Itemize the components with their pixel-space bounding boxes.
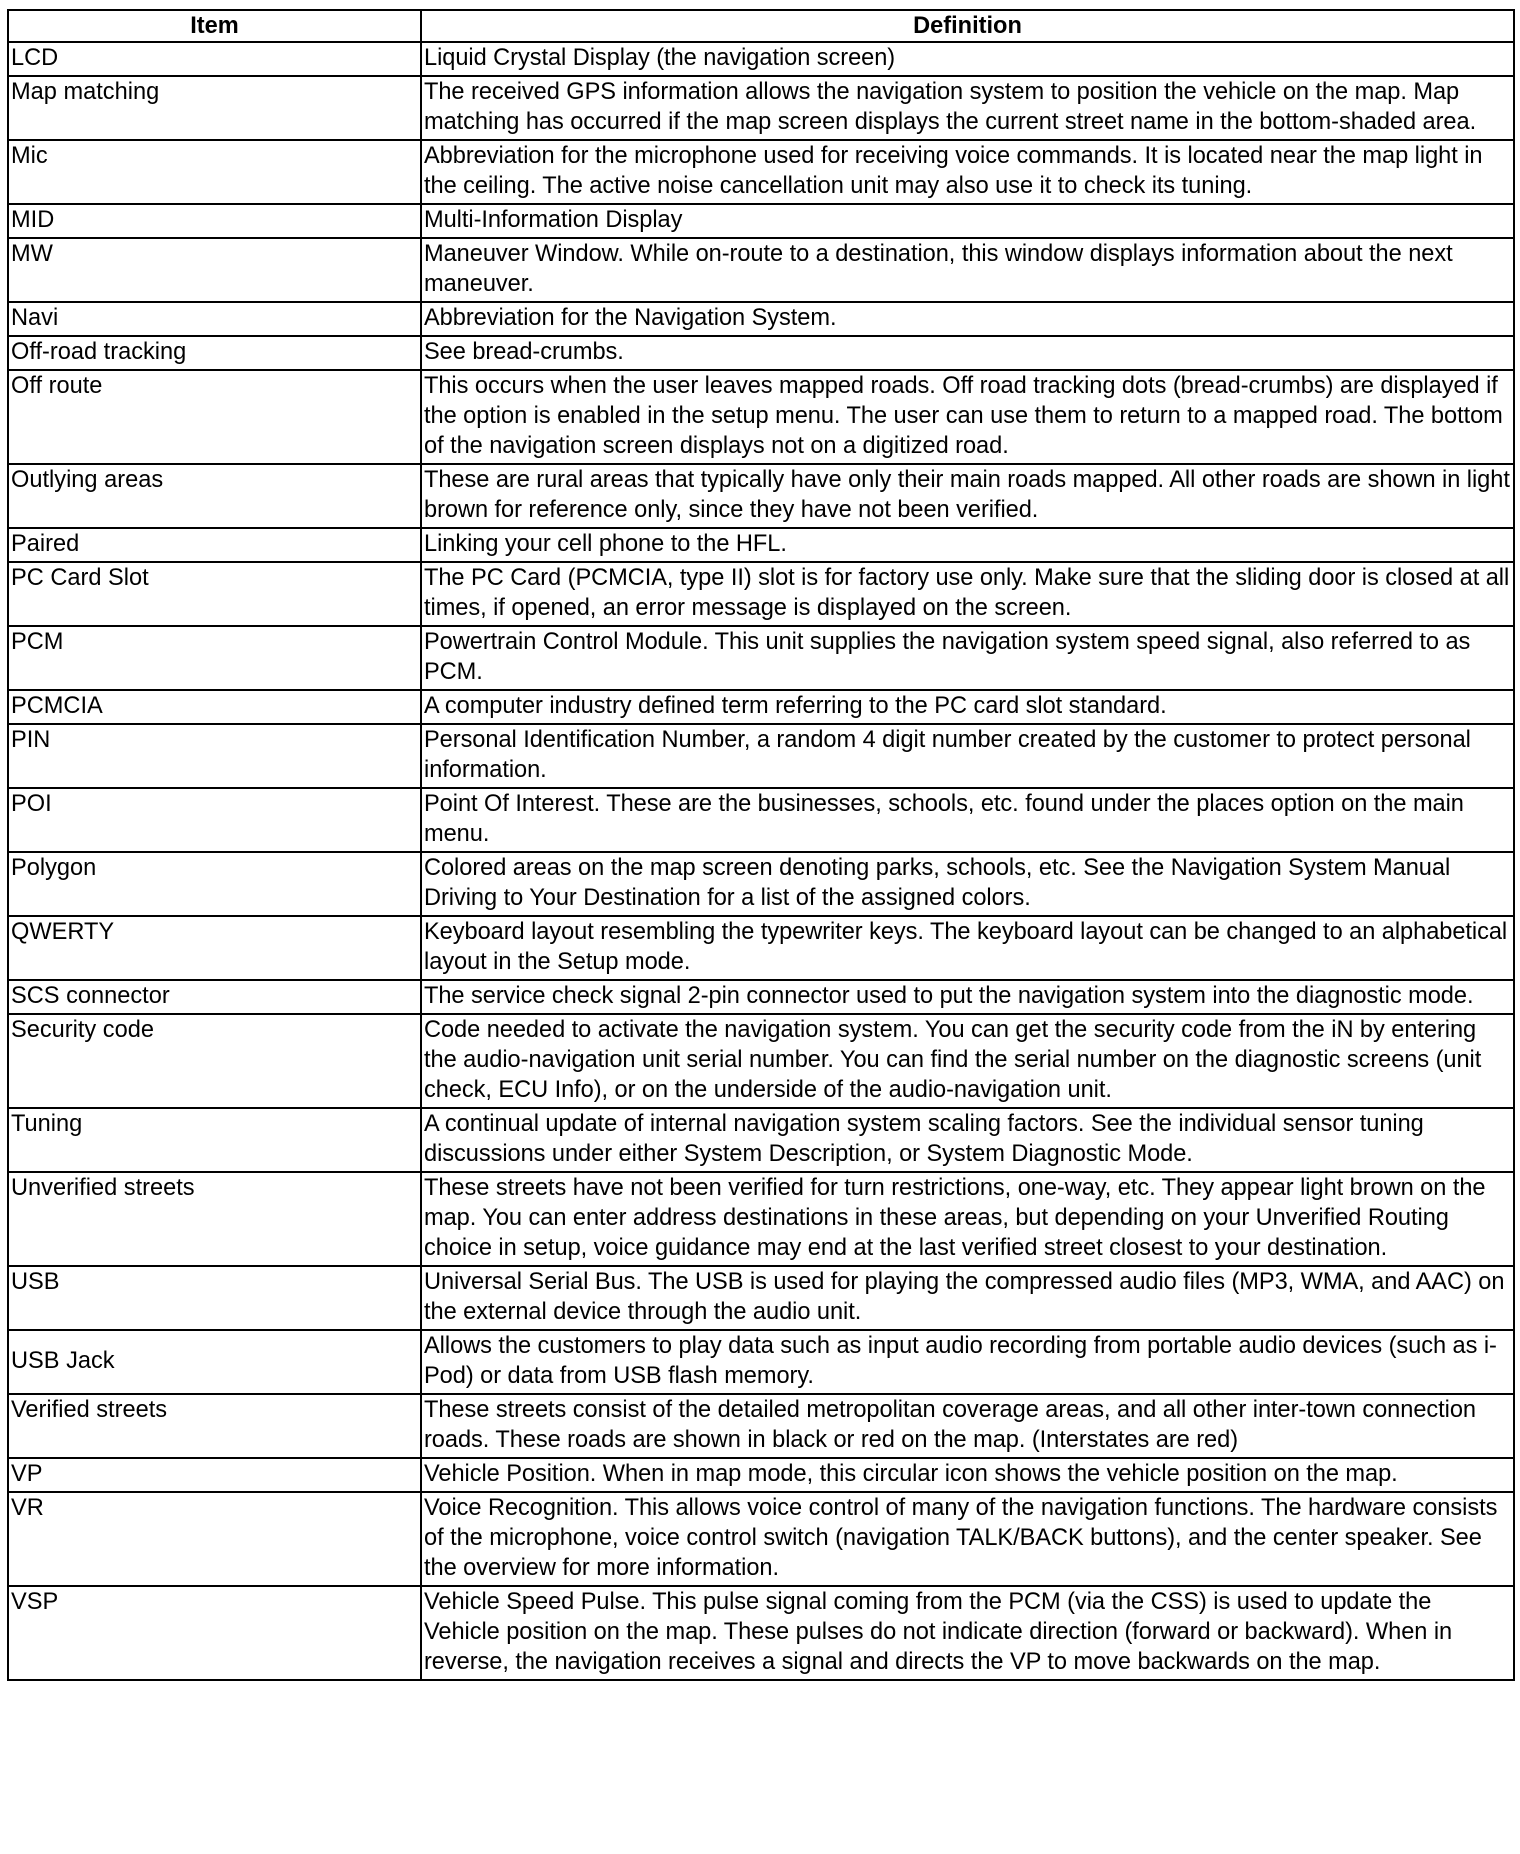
header-row xyxy=(8,10,1514,42)
definition-cell: These streets have not been verified for turn restrictions, one-way, etc. They appear light brown on the map. You can enter address destinations in these areas, but depending on your Unverified Routing choice in setup, voice guidance may end at the last verified street closest to your destination. xyxy=(421,1172,1514,1266)
term-cell: PC Card Slot xyxy=(8,562,421,626)
term-cell: Outlying areas xyxy=(8,464,421,528)
definition-cell: A computer industry defined term referring to the PC card slot standard. xyxy=(421,690,1514,724)
table-row xyxy=(8,852,1514,916)
table-row xyxy=(8,42,1514,76)
definition-cell: Powertrain Control Module. This unit supplies the navigation system speed signal, also referred to as PCM. xyxy=(421,626,1514,690)
term-cell: Unverified streets xyxy=(8,1172,421,1266)
definition-cell: The PC Card (PCMCIA, type II) slot is for factory use only. Make sure that the sliding door is closed at all times, if opened, an error message is displayed on the screen. xyxy=(421,562,1514,626)
table-row xyxy=(8,1394,1514,1458)
definition-cell: Keyboard layout resembling the typewriter keys. The keyboard layout can be changed to an alphabetical layout in the Setup mode. xyxy=(421,916,1514,980)
definition-cell: A continual update of internal navigation system scaling factors. See the individual sensor tuning discussions under either System Description, or System Diagnostic Mode. xyxy=(421,1108,1514,1172)
definition-cell: Point Of Interest. These are the businesses, schools, etc. found under the places option on the main menu. xyxy=(421,788,1514,852)
term-cell: VP xyxy=(8,1458,421,1492)
term-cell: Paired xyxy=(8,528,421,562)
definition-cell: These streets consist of the detailed metropolitan coverage areas, and all other inter-town connection roads. These roads are shown in black or red on the map. (Interstates are red) xyxy=(421,1394,1514,1458)
definition-cell: Vehicle Position. When in map mode, this circular icon shows the vehicle position on the map. xyxy=(421,1458,1514,1492)
definition-cell: Linking your cell phone to the HFL. xyxy=(421,528,1514,562)
definition-cell: The service check signal 2-pin connector used to put the navigation system into the diagnostic mode. xyxy=(421,980,1514,1014)
definition-cell: Personal Identification Number, a random 4 digit number created by the customer to protect personal information. xyxy=(421,724,1514,788)
definition-column-header: Definition xyxy=(421,10,1514,42)
table-row xyxy=(8,464,1514,528)
definition-cell: Voice Recognition. This allows voice control of many of the navigation functions. The hardware consists of the microphone, voice control switch (navigation TALK/BACK buttons), and the center speaker. See the overview for more information. xyxy=(421,1492,1514,1586)
definition-cell: Code needed to activate the navigation system. You can get the security code from the iN by entering the audio-navigation unit serial number. You can find the serial number on the diagnostic screens (unit check, ECU Info), or on the underside of the audio-navigation unit. xyxy=(421,1014,1514,1108)
term-cell: VR xyxy=(8,1492,421,1586)
definition-cell: The received GPS information allows the navigation system to position the vehicle on the map. Map matching has occurred if the map screen displays the current street name in the bottom-shaded area. xyxy=(421,76,1514,140)
term-cell: MW xyxy=(8,238,421,302)
term-cell: Polygon xyxy=(8,852,421,916)
term-cell: QWERTY xyxy=(8,916,421,980)
definition-cell: Maneuver Window. While on-route to a destination, this window displays information about the next maneuver. xyxy=(421,238,1514,302)
term-cell: Off-road tracking xyxy=(8,336,421,370)
definition-cell: Colored areas on the map screen denoting parks, schools, etc. See the Navigation System Manual Driving to Your Destination for a list of the assigned colors. xyxy=(421,852,1514,916)
table-row xyxy=(8,370,1514,464)
table-row xyxy=(8,336,1514,370)
table-row xyxy=(8,76,1514,140)
term-cell: USB xyxy=(8,1266,421,1330)
term-cell: Navi xyxy=(8,302,421,336)
table-row xyxy=(8,1108,1514,1172)
table-row xyxy=(8,1172,1514,1266)
glossary-table xyxy=(7,9,1515,1681)
table-row xyxy=(8,1330,1514,1394)
table-row xyxy=(8,1458,1514,1492)
term-cell: MID xyxy=(8,204,421,238)
table-row xyxy=(8,980,1514,1014)
term-cell: USB Jack xyxy=(8,1330,421,1394)
table-row xyxy=(8,1492,1514,1586)
table-row xyxy=(8,724,1514,788)
term-cell: Tuning xyxy=(8,1108,421,1172)
term-cell: Verified streets xyxy=(8,1394,421,1458)
term-cell: Off route xyxy=(8,370,421,464)
term-cell: Map matching xyxy=(8,76,421,140)
definition-cell: Abbreviation for the microphone used for receiving voice commands. It is located near the map light in the ceiling. The active noise cancellation unit may also use it to check its tuning. xyxy=(421,140,1514,204)
table-row xyxy=(8,238,1514,302)
term-cell: POI xyxy=(8,788,421,852)
table-row xyxy=(8,1586,1514,1680)
term-cell: VSP xyxy=(8,1586,421,1680)
definition-cell: These are rural areas that typically have only their main roads mapped. All other roads are shown in light brown for reference only, since they have not been verified. xyxy=(421,464,1514,528)
item-column-header: Item xyxy=(8,10,421,42)
definition-cell: Abbreviation for the Navigation System. xyxy=(421,302,1514,336)
definition-cell: Universal Serial Bus. The USB is used for playing the compressed audio files (MP3, WMA, and AAC) on the external device through the audio unit. xyxy=(421,1266,1514,1330)
definition-cell: Allows the customers to play data such as input audio recording from portable audio devices (such as i-Pod) or data from USB flash memory. xyxy=(421,1330,1514,1394)
table-row xyxy=(8,562,1514,626)
table-row xyxy=(8,626,1514,690)
table-row xyxy=(8,1014,1514,1108)
table-row xyxy=(8,140,1514,204)
definition-cell: Vehicle Speed Pulse. This pulse signal coming from the PCM (via the CSS) is used to update the Vehicle position on the map. These pulses do not indicate direction (forward or backward). When in reverse, the navigation receives a signal and directs the VP to move backwards on the map. xyxy=(421,1586,1514,1680)
definition-cell: Multi-Information Display xyxy=(421,204,1514,238)
table-row xyxy=(8,916,1514,980)
table-row xyxy=(8,1266,1514,1330)
table-row xyxy=(8,690,1514,724)
term-cell: Security code xyxy=(8,1014,421,1108)
term-cell: Mic xyxy=(8,140,421,204)
definition-cell: Liquid Crystal Display (the navigation screen) xyxy=(421,42,1514,76)
term-cell: PCM xyxy=(8,626,421,690)
definition-cell: See bread-crumbs. xyxy=(421,336,1514,370)
table-row xyxy=(8,788,1514,852)
term-cell: PIN xyxy=(8,724,421,788)
term-cell: PCMCIA xyxy=(8,690,421,724)
definition-cell: This occurs when the user leaves mapped roads. Off road tracking dots (bread-crumbs) are displayed if the option is enabled in the setup menu. The user can use them to return to a mapped road. The bottom of the navigation screen displays not on a digitized road. xyxy=(421,370,1514,464)
term-cell: SCS connector xyxy=(8,980,421,1014)
term-cell: LCD xyxy=(8,42,421,76)
table-row xyxy=(8,204,1514,238)
table-row xyxy=(8,302,1514,336)
table-row xyxy=(8,528,1514,562)
